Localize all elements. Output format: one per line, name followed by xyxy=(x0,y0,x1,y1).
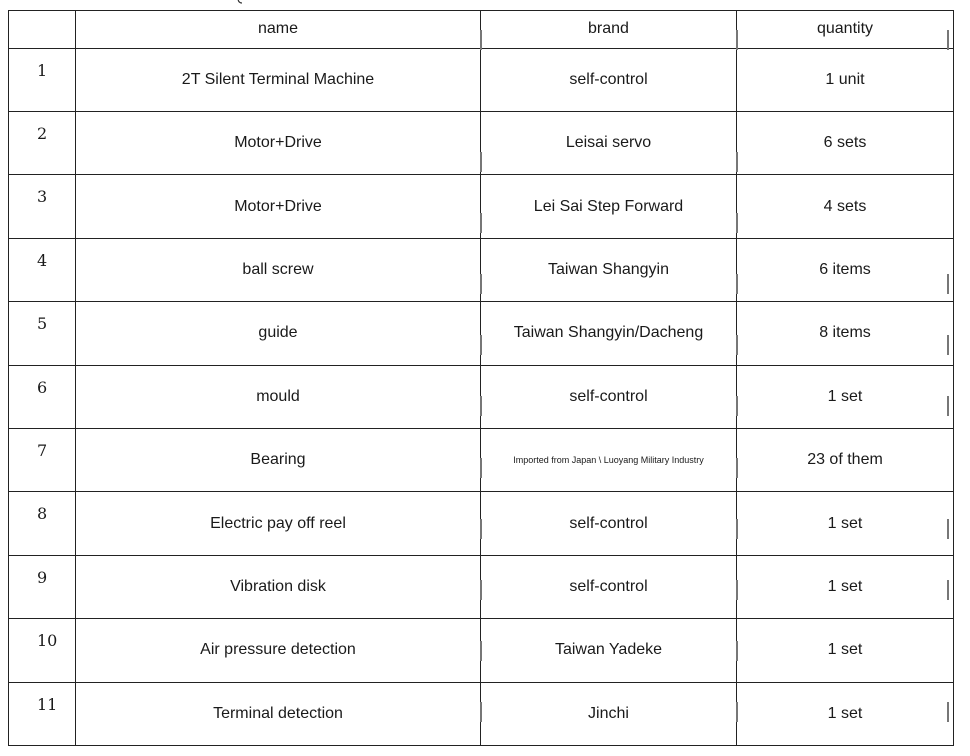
bar-artifact xyxy=(947,702,949,722)
bar-artifact xyxy=(947,580,949,600)
bar-artifact xyxy=(480,335,482,355)
row-index: 1 xyxy=(9,48,76,111)
row-quantity: 1 set xyxy=(737,365,954,428)
row-quantity: 8 items xyxy=(737,302,954,365)
row-index: 11 xyxy=(9,682,76,745)
header-name: name xyxy=(76,11,481,49)
bar-artifact xyxy=(947,274,949,294)
row-brand: Taiwan Shangyin xyxy=(481,238,737,301)
bar-artifact xyxy=(736,274,738,294)
bar-artifact xyxy=(480,519,482,539)
row-quantity: 1 set xyxy=(737,682,954,745)
table-row xyxy=(9,48,954,111)
row-name: Motor+Drive xyxy=(76,112,481,175)
row-quantity: 1 set xyxy=(737,492,954,555)
bar-artifact xyxy=(480,580,482,600)
row-brand: Jinchi xyxy=(481,682,737,745)
bar-artifact xyxy=(736,580,738,600)
row-quantity: 23 of them xyxy=(737,428,954,491)
row-index: 3 xyxy=(9,175,76,238)
row-quantity: 6 items xyxy=(737,238,954,301)
equipment-table xyxy=(8,10,954,746)
header-index xyxy=(9,11,76,49)
bar-artifact xyxy=(480,152,482,172)
row-brand: Imported from Japan \ Luoyang Military Industry xyxy=(481,428,737,491)
bar-artifact xyxy=(736,152,738,172)
row-name: Vibration disk xyxy=(76,555,481,618)
bar-artifact xyxy=(480,702,482,722)
row-name: Motor+Drive xyxy=(76,175,481,238)
bar-artifact xyxy=(947,396,949,416)
row-name: Terminal detection xyxy=(76,682,481,745)
row-quantity: 1 set xyxy=(737,619,954,682)
row-quantity: 1 set xyxy=(737,555,954,618)
clipped-glyph-fragment xyxy=(232,0,262,6)
bar-artifact xyxy=(736,213,738,233)
bar-artifact xyxy=(736,30,738,50)
row-index: 10 xyxy=(9,619,76,682)
row-index: 9 xyxy=(9,555,76,618)
row-brand: Taiwan Shangyin/Dacheng xyxy=(481,302,737,365)
row-quantity: 6 sets xyxy=(737,112,954,175)
row-brand: Lei Sai Step Forward xyxy=(481,175,737,238)
bar-artifact xyxy=(736,458,738,478)
row-name: Electric pay off reel xyxy=(76,492,481,555)
row-name: Bearing xyxy=(76,428,481,491)
row-index: 8 xyxy=(9,492,76,555)
row-name: guide xyxy=(76,302,481,365)
bar-artifact xyxy=(736,641,738,661)
bar-artifact xyxy=(947,519,949,539)
row-brand: Taiwan Yadeke xyxy=(481,619,737,682)
row-index: 4 xyxy=(9,238,76,301)
bar-artifact xyxy=(736,519,738,539)
row-index: 2 xyxy=(9,112,76,175)
row-name: 2T Silent Terminal Machine xyxy=(76,48,481,111)
row-brand: self-control xyxy=(481,492,737,555)
row-index: 7 xyxy=(9,428,76,491)
bar-artifact xyxy=(736,335,738,355)
bar-artifact xyxy=(480,30,482,50)
bar-artifact xyxy=(480,213,482,233)
row-brand: Leisai servo xyxy=(481,112,737,175)
row-quantity: 1 unit xyxy=(737,48,954,111)
header-quantity: quantity xyxy=(737,11,954,49)
table-row xyxy=(9,302,954,365)
bar-artifact xyxy=(480,396,482,416)
row-brand: self-control xyxy=(481,48,737,111)
header-brand: brand xyxy=(481,11,737,49)
bar-artifact xyxy=(736,396,738,416)
row-name: Air pressure detection xyxy=(76,619,481,682)
bar-artifact xyxy=(480,641,482,661)
bar-artifact xyxy=(736,702,738,722)
row-name: mould xyxy=(76,365,481,428)
bar-artifact xyxy=(480,458,482,478)
bar-artifact xyxy=(947,335,949,355)
row-quantity: 4 sets xyxy=(737,175,954,238)
row-brand: self-control xyxy=(481,555,737,618)
bar-artifact xyxy=(480,274,482,294)
row-name: ball screw xyxy=(76,238,481,301)
bar-artifact xyxy=(947,30,949,50)
row-brand: self-control xyxy=(481,365,737,428)
row-index: 5 xyxy=(9,302,76,365)
row-index: 6 xyxy=(9,365,76,428)
